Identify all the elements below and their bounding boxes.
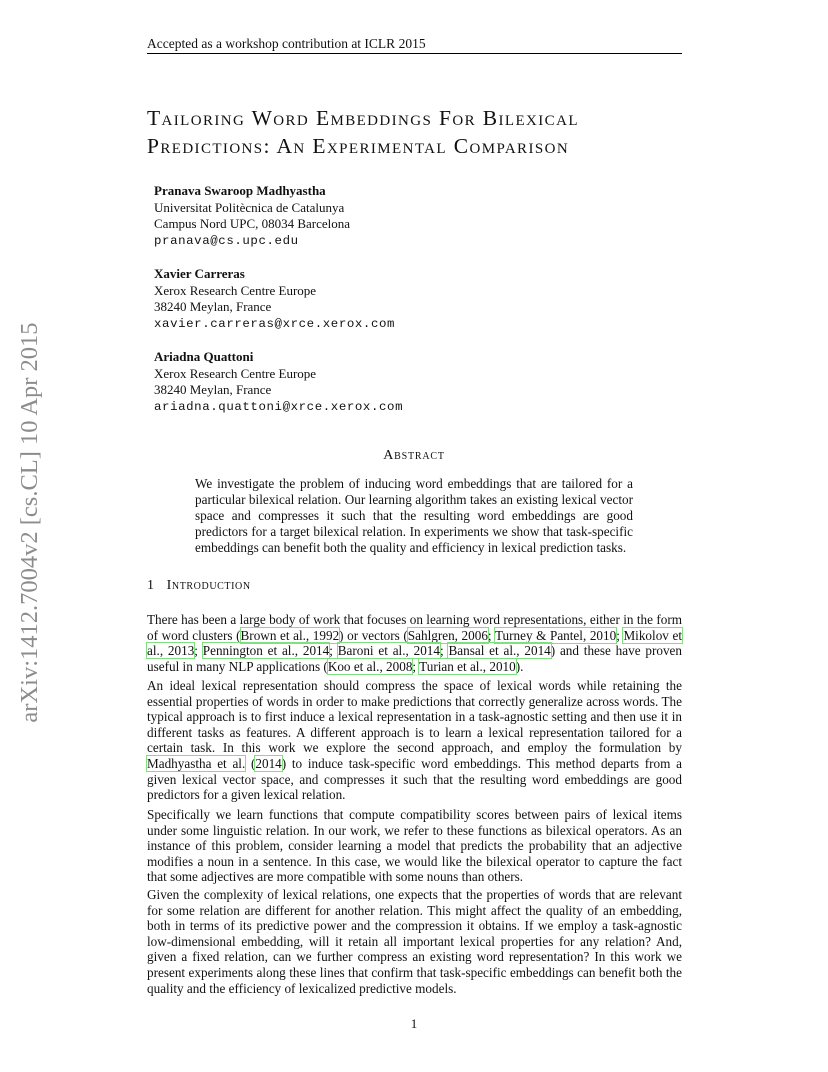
intro-paragraph-3: Specifically we learn functions that compute compatibility scores between pairs of lexical items under some linguistic relation. In our work, we refer to these functions as bilexical operators. As an instance of this problem, consider learning a model that predicts the probability that an adjective modifies a noun in a sentence. In this case, we would like the bilexical operator to capture the fact that some adjectives are more compatible with some nouns than others.: [147, 807, 682, 885]
intro-paragraph-1: There has been a large body of work that focuses on learning word representations, either in the form of word clusters (Brown et al., 1992) or vectors (Sahlgren, 2006; Turney & Pantel, 2010; Mikolov et al., 2013; Pennington et al., 2014; Baroni et al., 2014; Bansal et al., 2014) and these have proven useful in many NLP applications (Koo et al., 2008; Turian et al., 2010).: [147, 612, 682, 674]
page-number: 1: [410, 1016, 418, 1031]
citation-link[interactable]: Mikolov et al., 2013: [147, 627, 682, 659]
author-address: 38240 Meylan, France: [154, 299, 272, 314]
author-affiliation: Xerox Research Centre Europe: [154, 282, 317, 298]
author-name: Ariadna Quattoni: [154, 349, 254, 364]
author-email[interactable]: xavier.carreras@xrce.xerox.com: [154, 316, 396, 331]
abstract-heading: Abstract: [383, 448, 445, 463]
section-number: 1: [147, 578, 155, 593]
citation-link[interactable]: 2014: [255, 755, 282, 771]
citation-link[interactable]: Madhyastha et al.: [147, 755, 246, 771]
section-title: Introduction: [166, 578, 251, 593]
citation-link[interactable]: Turian et al., 2010: [419, 658, 516, 674]
citation-link[interactable]: Turney & Pantel, 2010: [494, 627, 617, 643]
author-email[interactable]: ariadna.quattoni@xrce.xerox.com: [154, 399, 404, 414]
arxiv-stamp[interactable]: arXiv:1412.7004v2 [cs.CL] 10 Apr 2015: [16, 322, 43, 723]
arxiv-stamp-container: [12, 290, 48, 755]
intro-paragraph-2: An ideal lexical representation should compress the space of lexical words while retaining the essential properties of words in order to make predictions that correctly generalize across words. The typical approach is to first induce a lexical representation in a task-agnostic setting and then use it in different tasks as features. A different approach is to learn a lexical representation tailored for a certain task. In this work we explore the second approach, and employ the formulation by Madhyastha et al. (2014) to induce task-specific word embeddings. This method departs from a given lexical vector space, and compresses it such that the resulting word embeddings are good predictors for a given lexical relation.: [147, 678, 682, 803]
author-name: Xavier Carreras: [154, 266, 245, 281]
citation-link[interactable]: Bansal et al., 2014: [448, 643, 551, 659]
author-affiliation: Universitat Politècnica de Catalunya: [154, 199, 345, 215]
author-block-3: [154, 349, 403, 415]
author-address: 38240 Meylan, France: [154, 382, 272, 397]
section-heading: [147, 578, 251, 594]
intro-paragraph-4: Given the complexity of lexical relations, one expects that the properties of words that are relevant for some relation are different for another relation. This might affect the quality of an embedding, both in terms of its predictive power and the compression it obtains. If we employ a task-agnostic low-dimensional embedding, will it retain all important lexical properties for any relation? And, given a fixed relation, can we further compress an existing word representation? In this work we present experiments along these lines that confirm that task-specific embeddings can benefit both the quality and the efficiency of lexicalized predictive models.: [147, 887, 682, 996]
author-address: Campus Nord UPC, 08034 Barcelona: [154, 216, 351, 231]
title-line-1: Tailoring Word Embeddings For Bilexical: [147, 106, 579, 130]
title-line-2: Predictions: An Experimental Comparison: [147, 134, 570, 158]
citation-link[interactable]: Pennington et al., 2014: [202, 643, 330, 659]
abstract-text: We investigate the problem of inducing word embeddings that are tailored for a particular bilexical relation. Our learning algorithm takes an existing lexical vector space and compresses it such that the resulting word embeddings are good predictors for a target bilexical relation. In experiments we show that task-specific embeddings can benefit both the quality and efficiency in lexical prediction tasks.: [195, 476, 633, 555]
author-name: Pranava Swaroop Madhyastha: [154, 183, 326, 198]
header-rule: [147, 53, 682, 54]
author-email[interactable]: pranava@cs.upc.edu: [154, 233, 299, 248]
author-block-1: [154, 183, 350, 249]
citation-link[interactable]: Sahlgren, 2006: [407, 627, 488, 643]
citation-link[interactable]: Koo et al., 2008: [327, 658, 413, 674]
paper-title: [147, 104, 687, 160]
running-header: Accepted as a workshop contribution at ICLR 2015: [147, 36, 426, 51]
citation-link[interactable]: Baroni et al., 2014: [337, 643, 440, 659]
citation-link[interactable]: Brown et al., 1992: [240, 627, 340, 643]
author-block-2: [154, 266, 395, 332]
author-affiliation: Xerox Research Centre Europe: [154, 365, 317, 381]
